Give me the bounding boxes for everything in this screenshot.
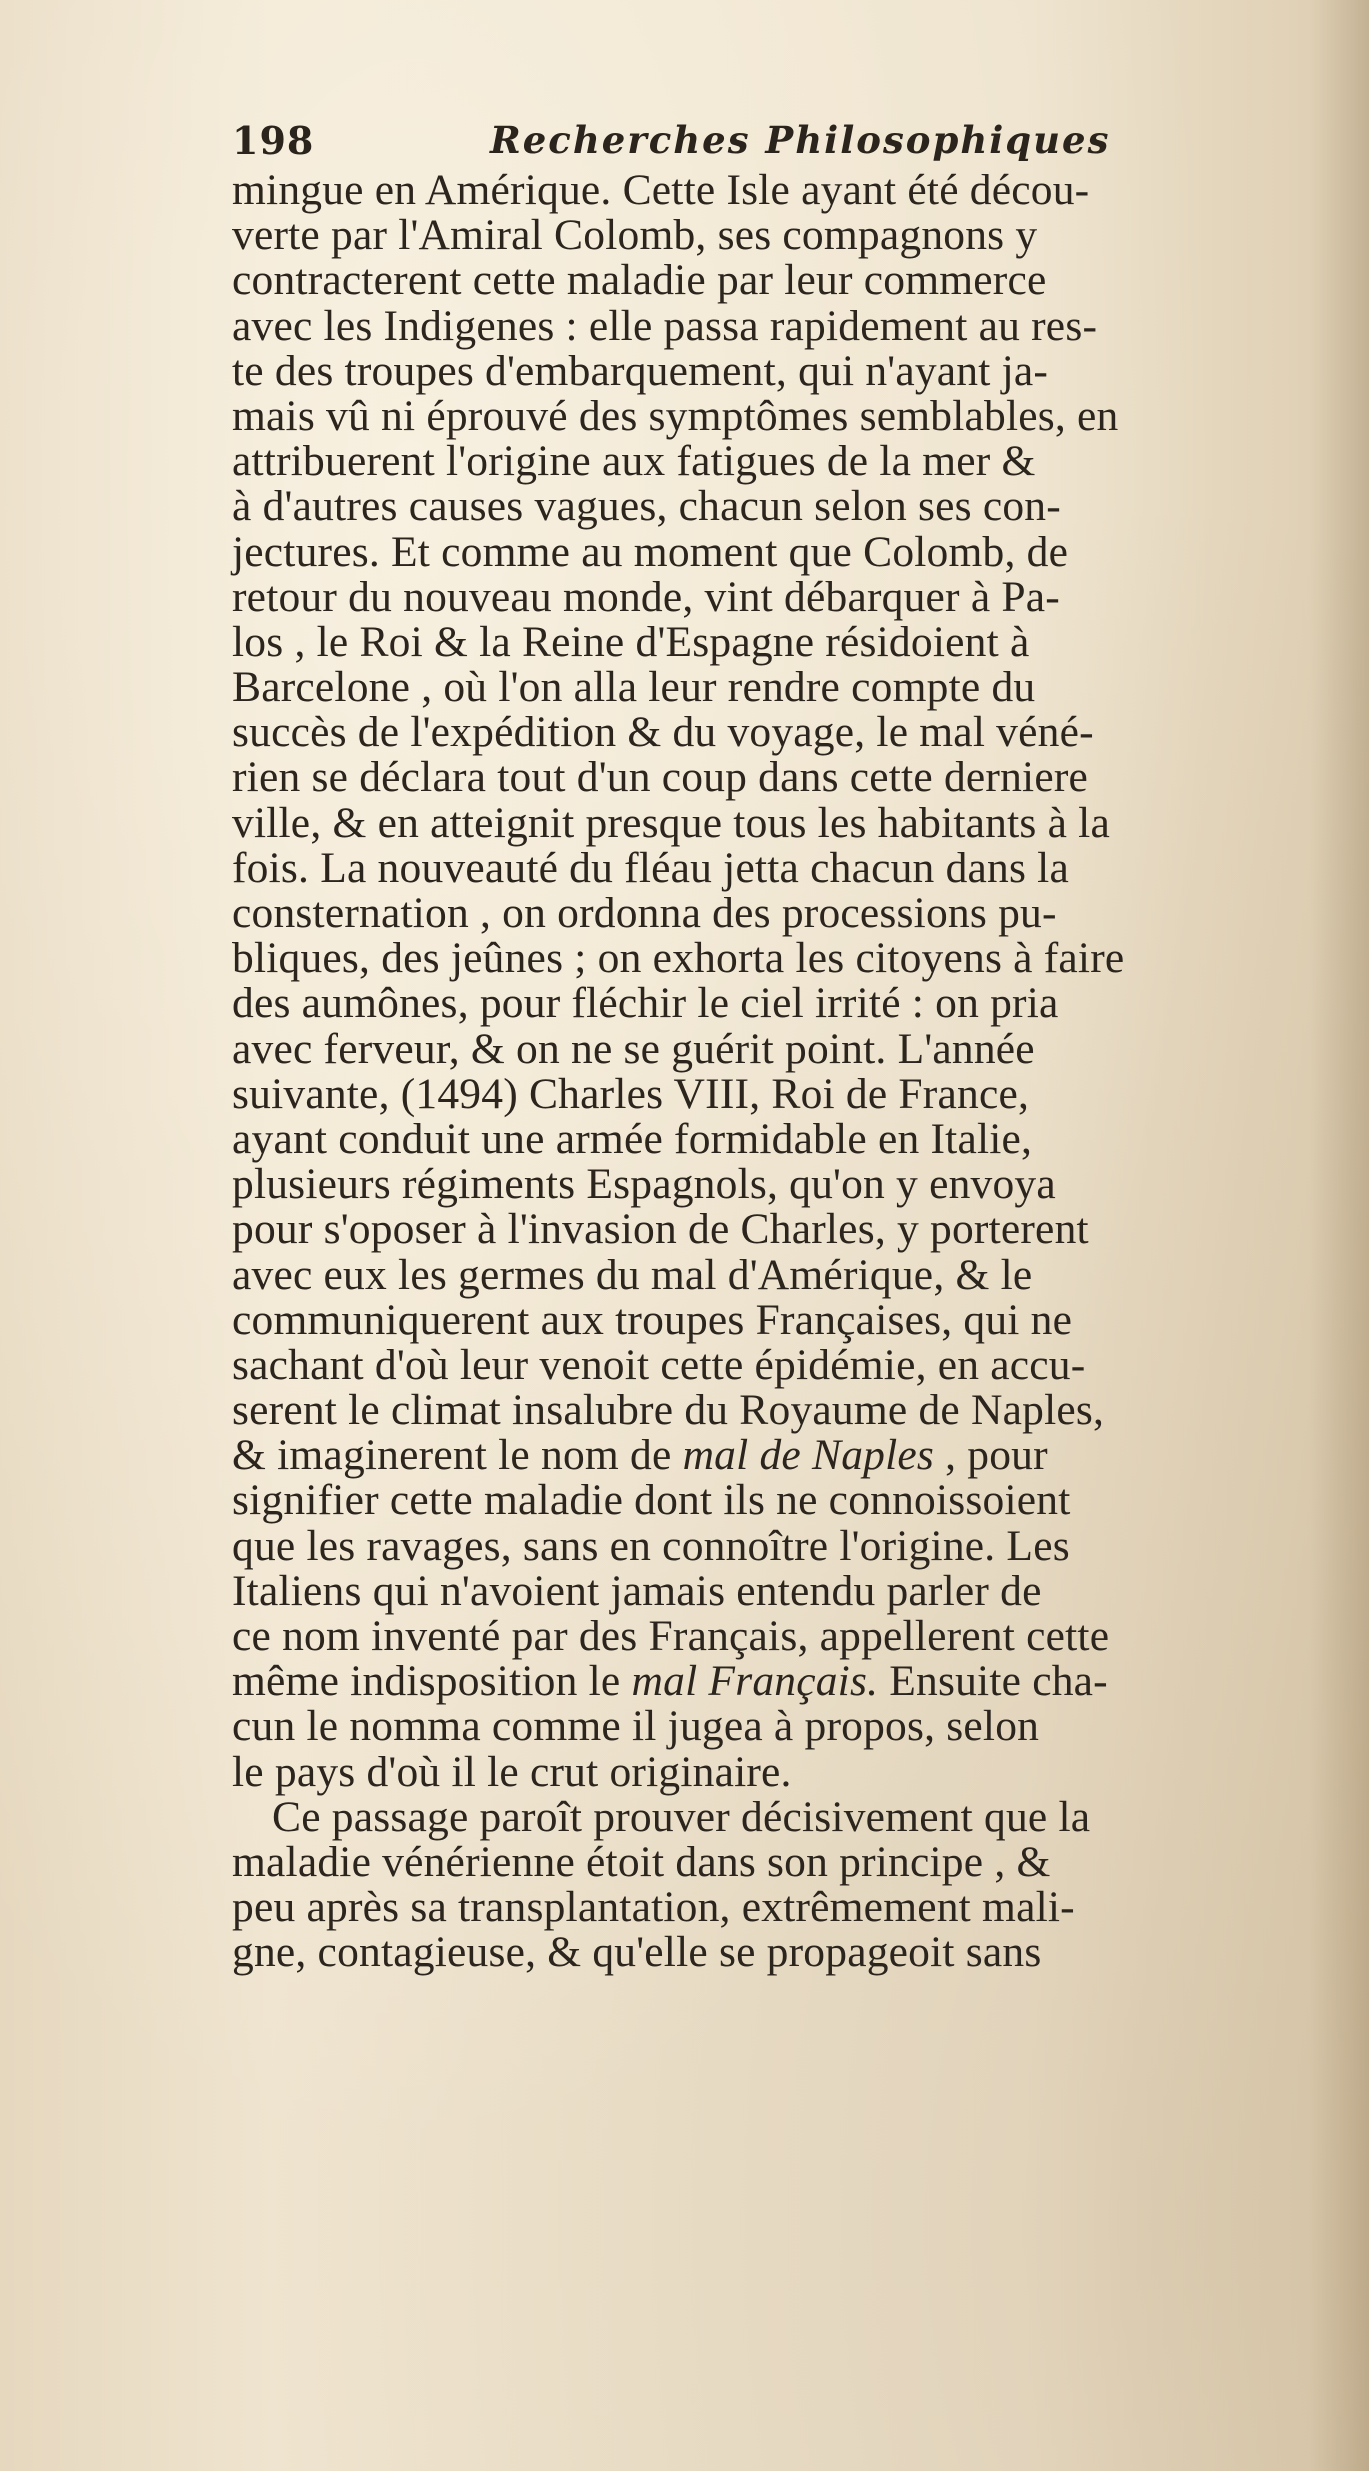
text-segment: contracterent cette maladie par leur commerce xyxy=(232,256,1047,305)
text-line xyxy=(232,484,1369,529)
text-line xyxy=(232,213,1369,258)
text-segment: avec les Indigenes : elle passa rapidement au res- xyxy=(232,301,1098,350)
text-line xyxy=(232,1885,1369,1930)
text-line xyxy=(232,1614,1369,1659)
text-line xyxy=(232,1024,1369,1073)
text-segment: à d'autres causes vagues, chacun selon ses con- xyxy=(232,482,1061,531)
text-line xyxy=(232,1069,1369,1118)
text-line xyxy=(232,843,1369,892)
text-segment: ville, & en atteignit presque tous les habitants à la xyxy=(232,798,1110,847)
text-line xyxy=(232,1433,1369,1478)
text-segment: serent le climat insalubre du Royaume de Naples, xyxy=(232,1386,1105,1435)
text-segment: rien se déclara tout d'un coup dans cette derniere xyxy=(232,753,1089,802)
text-segment: avec ferveur, & on ne se guérit point. L'année xyxy=(232,1024,1035,1073)
text-line xyxy=(232,936,1369,981)
text-segment: attribuerent l'origine aux fatigues de la mer & xyxy=(232,437,1036,486)
text-line xyxy=(232,1388,1369,1433)
running-head: Recherches Philosophiques xyxy=(490,118,1111,162)
text-line xyxy=(232,891,1369,936)
text-line xyxy=(232,1478,1369,1523)
text-segment: gne, contagieuse, & qu'elle se propageoit sans xyxy=(232,1928,1042,1977)
text-line xyxy=(232,391,1369,440)
text-segment: signifier cette maladie dont ils ne connoissoient xyxy=(232,1476,1071,1525)
text-segment: retour du nouveau monde, vint débarquer à Pa- xyxy=(232,572,1060,621)
text-line xyxy=(232,1747,1369,1796)
text-segment: Ensuite cha- xyxy=(878,1657,1108,1706)
text-segment: sachant d'où leur venoit cette épidémie, en accu- xyxy=(232,1340,1086,1389)
text-segment: mingue en Amérique. Cette Isle ayant été décou- xyxy=(232,166,1090,214)
text-line xyxy=(232,439,1369,484)
text-line xyxy=(232,1162,1369,1207)
text-line xyxy=(232,1521,1369,1570)
body-text xyxy=(232,168,1369,1976)
text-segment: te des troupes d'embarquement, qui n'ayant ja- xyxy=(232,346,1049,395)
text-segment: ayant conduit une armée formidable en Italie, xyxy=(232,1114,1033,1163)
text-line xyxy=(232,755,1369,800)
page-header xyxy=(232,118,1232,168)
text-segment: fois. La nouveauté du fléau jetta chacun dans la xyxy=(232,843,1069,892)
text-segment: succès de l'expédition & du voyage, le mal véné- xyxy=(232,708,1094,757)
text-segment: plusieurs régiments Espagnols, qu'on y envoya xyxy=(232,1160,1056,1209)
text-line xyxy=(232,1114,1369,1163)
text-line xyxy=(232,1250,1369,1299)
text-segment: bliques, des jeûnes ; on exhorta les citoyens à faire xyxy=(232,934,1125,983)
text-segment: avec eux les germes du mal d'Amérique, & le xyxy=(232,1250,1033,1299)
text-line xyxy=(232,168,1369,213)
text-segment: Ce passage paroît prouver décisivement que la xyxy=(272,1792,1091,1841)
text-segment: cun le nomma comme il jugea à propos, selon xyxy=(232,1702,1040,1751)
text-segment: consternation , on ordonna des processions pu- xyxy=(232,889,1057,937)
text-segment: communiquerent aux troupes Françaises, qui ne xyxy=(232,1295,1073,1344)
text-segment: jectures. Et comme au moment que Colomb, de xyxy=(232,527,1069,576)
text-segment: maladie vénérienne étoit dans son principe , & xyxy=(232,1837,1051,1886)
text-segment: verte par l'Amiral Colomb, ses compagnons y xyxy=(232,211,1038,260)
text-line xyxy=(232,1930,1369,1975)
text-line xyxy=(232,301,1369,350)
text-segment: , pour xyxy=(934,1431,1048,1480)
page-number: 198 xyxy=(232,118,315,163)
text-segment: pour s'oposer à l'invasion de Charles, y porterent xyxy=(232,1205,1089,1254)
text-line xyxy=(232,665,1369,710)
text-segment: suivante, (1494) Charles VIII, Roi de France, xyxy=(232,1069,1030,1118)
italic-phrase: mal Français. xyxy=(631,1657,879,1706)
text-line xyxy=(232,617,1369,666)
text-line xyxy=(232,1566,1369,1615)
text-line xyxy=(232,527,1369,576)
text-line xyxy=(232,1792,1369,1841)
text-segment: ce nom inventé par des Français, appellerent cette xyxy=(232,1612,1110,1660)
text-line xyxy=(232,710,1369,755)
text-line xyxy=(232,981,1369,1026)
text-segment: même indisposition le xyxy=(232,1657,632,1706)
text-line xyxy=(232,798,1369,847)
text-segment: Italiens qui n'avoient jamais entendu parler de xyxy=(232,1566,1042,1615)
text-line xyxy=(232,1659,1369,1704)
text-line xyxy=(232,346,1369,395)
text-segment: que les ravages, sans en connoître l'origine. Les xyxy=(232,1521,1070,1570)
text-segment: & imaginerent le nom de xyxy=(232,1431,683,1480)
text-line xyxy=(232,1295,1369,1344)
text-segment: le pays d'où il le crut originaire. xyxy=(232,1747,792,1796)
text-segment: des aumônes, pour fléchir le ciel irrité : on pria xyxy=(232,979,1059,1028)
text-segment: Barcelone , où l'on alla leur rendre compte du xyxy=(232,663,1036,712)
text-segment: peu après sa transplantation, extrêmement mali- xyxy=(232,1883,1075,1932)
text-segment: mais vû ni éprouvé des symptômes semblables, en xyxy=(232,391,1119,440)
text-line xyxy=(232,572,1369,621)
text-line xyxy=(232,258,1369,303)
italic-phrase: mal de Naples xyxy=(682,1431,935,1480)
text-line xyxy=(232,1207,1369,1252)
text-line xyxy=(232,1837,1369,1886)
text-line xyxy=(232,1340,1369,1389)
text-line xyxy=(232,1704,1369,1749)
text-segment: los , le Roi & la Reine d'Espagne résidoient à xyxy=(232,617,1030,666)
